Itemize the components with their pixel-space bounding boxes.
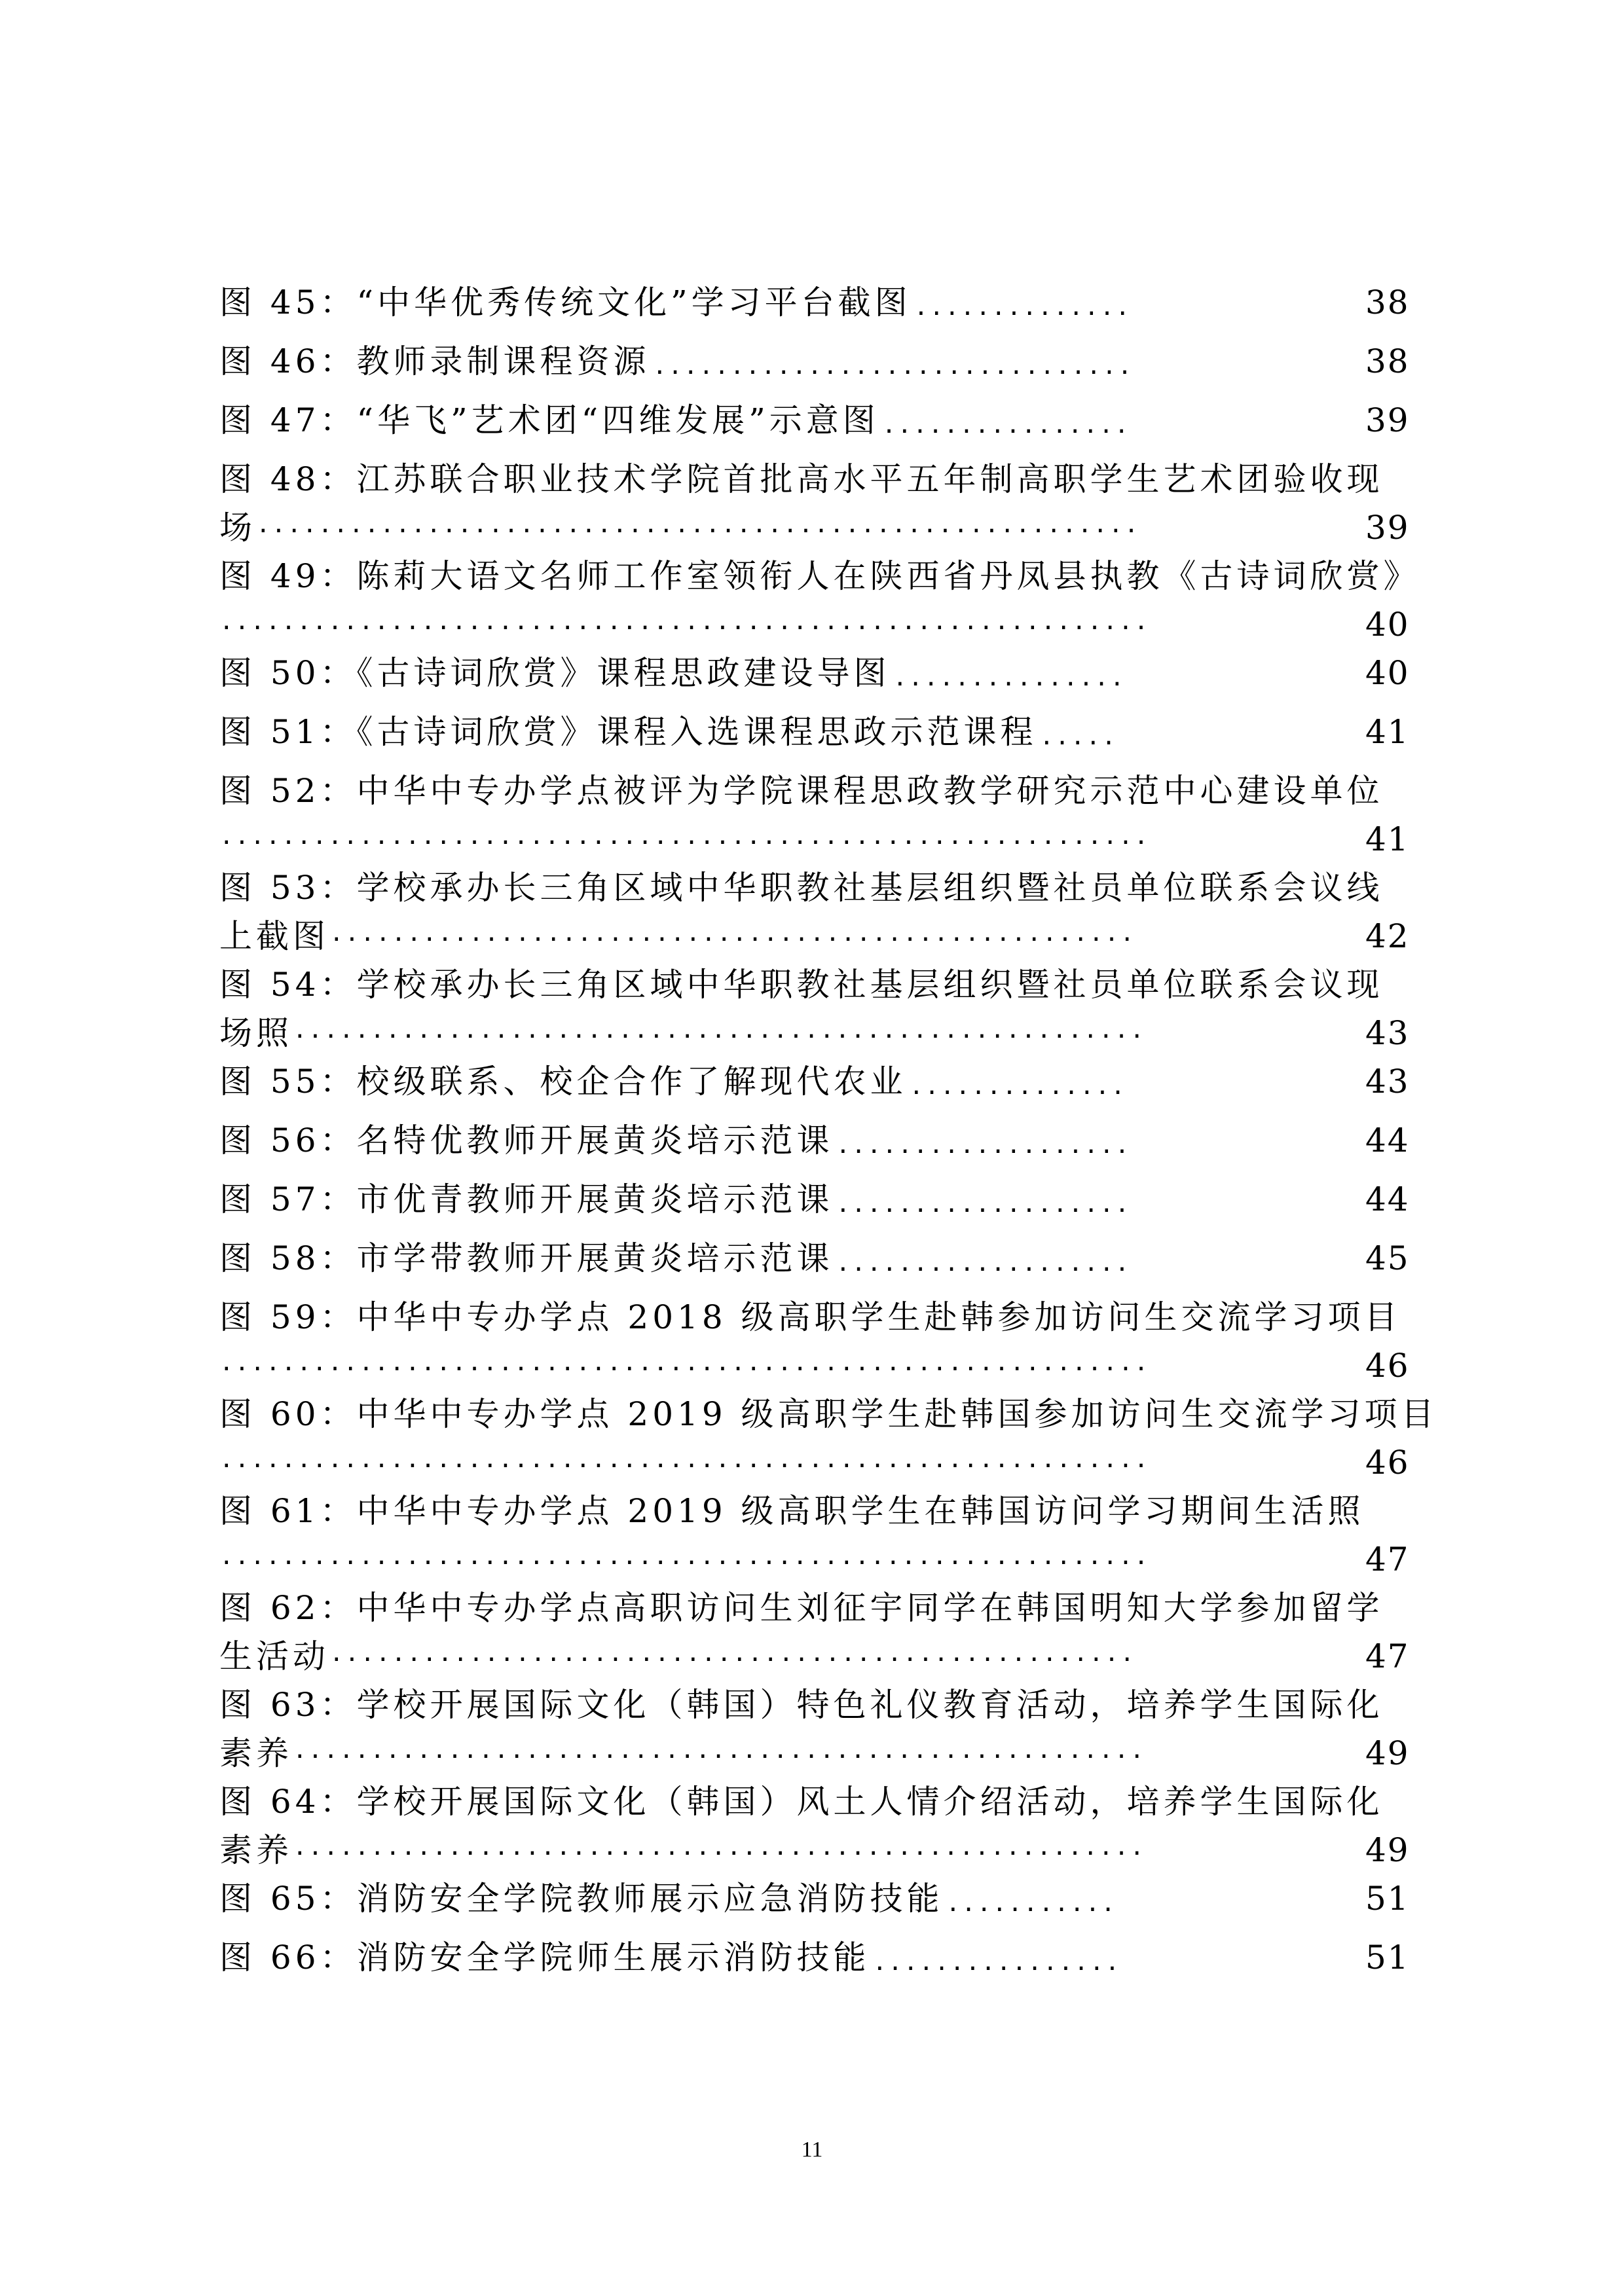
- leader-dots: ····················································: [329, 1647, 1136, 1673]
- toc-entry-page: 40: [1365, 654, 1410, 692]
- toc-entry-page: 39: [1365, 401, 1410, 439]
- toc-entry-page: 41: [1365, 713, 1410, 751]
- page-number: 11: [801, 2138, 823, 2162]
- toc-entry-title: 图 66：消防安全学院师生展示消防技能: [219, 1939, 870, 1977]
- toc-entry-page: 41: [1365, 820, 1410, 858]
- toc-entry-page: 40: [1365, 606, 1410, 644]
- toc-entry-page: 42: [1365, 917, 1410, 955]
- leader-dots: ·······························: [652, 359, 1134, 386]
- toc-entry-title: 图 54：学校承办长三角区域中华职教社基层组织暨社员单位联系会议现: [219, 966, 1384, 1004]
- toc-entry-page: 43: [1365, 1014, 1410, 1052]
- leader-dots: ·······················································: [293, 1743, 1146, 1770]
- toc-entry-title: 图 53：学校承办长三角区域中华职教社基层组织暨社员单位联系会议线: [219, 869, 1384, 907]
- toc-entry-title: 图 60：中华中专办学点 2019 级高职学生赴韩国参加访问生交流学习项目: [219, 1395, 1438, 1433]
- toc-entry-title: 图 47：“华飞”艺术团“四维发展”示意图: [219, 401, 879, 439]
- toc-entry-continuation: 上截图: [219, 917, 329, 955]
- leader-dots: ···················: [836, 1256, 1131, 1283]
- toc-entry-title: 图 49：陈莉大语文名师工作室领衔人在陕西省丹凤县执教《古诗词欣赏》: [219, 557, 1420, 595]
- leader-dots: ··············: [909, 1080, 1126, 1106]
- toc-entry-page: 39: [1365, 509, 1410, 547]
- leader-dots: ··············: [913, 301, 1132, 327]
- toc-entry-title: 图 51：《古诗词欣赏》课程入选课程思政示范课程: [219, 713, 1037, 751]
- toc-entry-page: 44: [1365, 1121, 1410, 1159]
- toc-entry-page: 45: [1365, 1239, 1410, 1277]
- toc-entry-continuation: 场: [219, 509, 256, 547]
- toc-entry-title: 图 55：校级联系、校企合作了解现代农业: [219, 1063, 907, 1101]
- toc-entry-title: 图 59：中华中专办学点 2018 级高职学生赴韩参加访问生交流学习项目: [219, 1298, 1401, 1336]
- toc-entry-title: 图 50：《古诗词欣赏》课程思政建设导图: [219, 654, 891, 692]
- toc-entry-title: 图 52：中华中专办学点被评为学院课程思政教学研究示范中心建设单位: [219, 772, 1384, 810]
- toc-entry-page: 51: [1365, 1880, 1410, 1918]
- leader-dots: ···················: [836, 1197, 1131, 1224]
- toc-entry-title: 图 46：教师录制课程资源: [219, 342, 650, 380]
- toc-entry-title: 图 62：中华中专办学点高职访问生刘征宇同学在韩国明知大学参加留学: [219, 1589, 1384, 1627]
- leader-dots: ····················································: [329, 926, 1136, 953]
- leader-dots: ················: [872, 1956, 1121, 1982]
- toc-entry-page: 47: [1365, 1637, 1410, 1675]
- leader-dots: ·························································: [256, 518, 1140, 545]
- toc-entry-title: 图 63：学校开展国际文化（韩国）特色礼仪教育活动，培养学生国际化: [219, 1686, 1384, 1724]
- toc-entry-page: 46: [1365, 1347, 1410, 1385]
- leader-dots: ····························································: [219, 615, 1150, 642]
- toc-entry-page: 51: [1365, 1939, 1410, 1977]
- toc-entry-title: 图 57：市优青教师开展黄炎培示范课: [219, 1180, 834, 1218]
- leader-dots: ····························································: [219, 829, 1150, 856]
- toc-entry-title: 图 48：江苏联合职业技术学院首批高水平五年制高职学生艺术团验收现: [219, 460, 1384, 498]
- toc-entry-page: 43: [1365, 1063, 1410, 1101]
- leader-dots: ·······················································: [293, 1023, 1146, 1050]
- toc-entry-title: 图 58：市学带教师开展黄炎培示范课: [219, 1239, 834, 1277]
- leader-dots: ················: [881, 418, 1130, 445]
- toc-entry-title: 图 65：消防安全学院教师展示应急消防技能: [219, 1880, 944, 1918]
- leader-dots: ···················: [836, 1139, 1131, 1165]
- toc-entry-page: 44: [1365, 1180, 1410, 1218]
- toc-entry-continuation: 生活动: [219, 1637, 329, 1675]
- toc-entry-title: 图 64：学校开展国际文化（韩国）风土人情介绍活动，培养学生国际化: [219, 1783, 1384, 1821]
- leader-dots: ····························································: [219, 1550, 1150, 1576]
- toc-entry-page: 38: [1365, 342, 1410, 380]
- toc-entry-title: 图 61：中华中专办学点 2019 级高职学生在韩国访问学习期间生活照: [219, 1492, 1365, 1530]
- toc-entry-continuation: 素养: [219, 1831, 293, 1869]
- leader-dots: ····························································: [219, 1356, 1150, 1383]
- toc-entry-page: 38: [1365, 283, 1410, 321]
- leader-dots: ···········: [946, 1897, 1116, 1923]
- toc-entry-page: 47: [1365, 1540, 1410, 1578]
- toc-entry-title: 图 45：“中华优秀传统文化”学习平台截图: [219, 283, 912, 321]
- toc-entry-page: 49: [1365, 1831, 1410, 1869]
- leader-dots: ···············: [893, 671, 1126, 698]
- toc-entry-page: 46: [1365, 1444, 1410, 1482]
- leader-dots: ····························································: [219, 1453, 1150, 1480]
- toc-entry-continuation: 素养: [219, 1734, 293, 1772]
- toc-entry-title: 图 56：名特优教师开展黄炎培示范课: [219, 1121, 834, 1159]
- toc-entry-page: 49: [1365, 1734, 1410, 1772]
- leader-dots: ·······················································: [293, 1840, 1146, 1867]
- toc-entry-continuation: 场照: [219, 1014, 293, 1052]
- leader-dots: ·····: [1039, 730, 1117, 757]
